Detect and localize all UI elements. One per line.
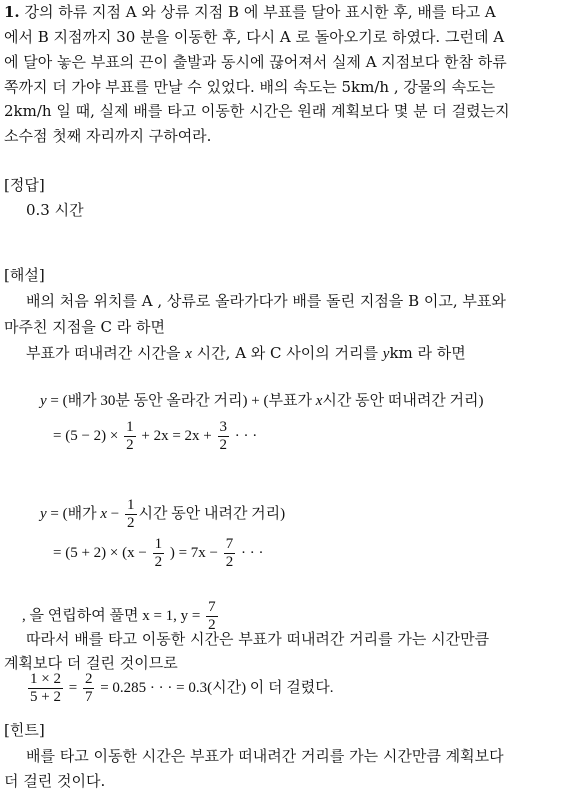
equation-2-line-1: y = (배가 x − $\frac{1}{2}$ 시간 동안 내려간 거리) (40, 497, 286, 532)
answer-header: [정답] (4, 176, 45, 194)
hint-header: [힌트] (4, 721, 45, 739)
solution-header: [해설] (4, 266, 45, 284)
problem-line-6: 소수점 첫째 자리까지 구하여라. (4, 127, 212, 145)
fraction: $\frac{7}{2}$ (208, 599, 216, 634)
problem-line-2: 에서 B 지점까지 30 분을 이동한 후, 다시 A 로 돌아오기로 하였다. 그런데 A (4, 28, 505, 46)
solve-line: , 을 연립하여 풀면 x = 1, y = $\frac{7}{2}$ (22, 599, 216, 634)
fraction: $\frac{7}{2}$ (225, 536, 234, 571)
equation-2-line-2: = (5 + 2) × (x − $\frac{1}{2}$ ) = 7x − $\frac{7}{2}$ · · · (53, 536, 264, 571)
fraction: $\frac{1}{2}$ (154, 536, 163, 571)
problem-number: 1. (4, 3, 20, 21)
solution-line-2: 마주친 지점을 C 라 하면 (4, 318, 165, 336)
hint-line-2: 더 걸린 것이다. (4, 772, 106, 790)
problem-text: 강의 하류 지점 A 와 상류 지점 B 에 부표를 달아 표시한 후, 배를 타고 A (24, 3, 496, 21)
problem-line-4: 쪽까지 더 가야 부표를 만날 수 있었다. 배의 속도는 5km/h , 강물의 속도는 (4, 78, 496, 96)
answer-value: 0.3 시간 (26, 201, 84, 219)
problem-line-1 (4, 2, 496, 22)
fraction: $\frac{3}{2}$ (219, 419, 228, 454)
problem-line-3: 에 달아 놓은 부표의 끈이 출발과 동시에 끊어져서 실제 A 지점보다 한참 하류 (4, 53, 507, 71)
equation-1-line-2: = (5 − 2) × $\frac{1}{2}$ + 2x = 2x + $\frac{3}{2}$ · · · (53, 419, 258, 454)
conclusion-line-1: 따라서 배를 타고 이동한 시간은 부표가 떠내려간 거리를 가는 시간만큼 (26, 630, 490, 648)
hint-line-1: 배를 타고 이동한 시간은 부표가 떠내려간 거리를 가는 시간만큼 계획보다 (26, 747, 504, 765)
problem-line-5: 2km/h 일 때, 실제 배를 타고 이동한 시간은 원래 계획보다 몇 분 더 걸렸는지 (4, 102, 510, 120)
fraction: $\frac{2}{7}$ (84, 671, 93, 706)
equation-1-line-1: y = (배가 30분 동안 올라간 거리) + (부표가 x시간 동안 떠내려간 거리) (40, 393, 484, 409)
fraction: $\frac{1}{2}$ (127, 497, 135, 532)
solution-line-1: 배의 처음 위치를 A , 상류로 올라가다가 배를 돌린 지점을 B 이고, 부표와 (26, 292, 506, 310)
solution-line-3: 부표가 떠내려간 시간을 x 시간, A 와 C 사이의 거리를 ykm 라 하면 (26, 344, 466, 362)
fraction: $\frac{1 \times 2}{5 + 2}$ (30, 671, 61, 706)
conclusion-line-2: 계획보다 더 걸린 것이므로 (4, 654, 178, 672)
fraction: $\frac{1}{2}$ (126, 419, 134, 454)
final-answer-line: $\frac{1 \times 2}{5 + 2}$ = $\frac{2}{7}$ = 0.285 · · · = 0.3(시간) 이 더 걸렸다. (30, 671, 334, 706)
